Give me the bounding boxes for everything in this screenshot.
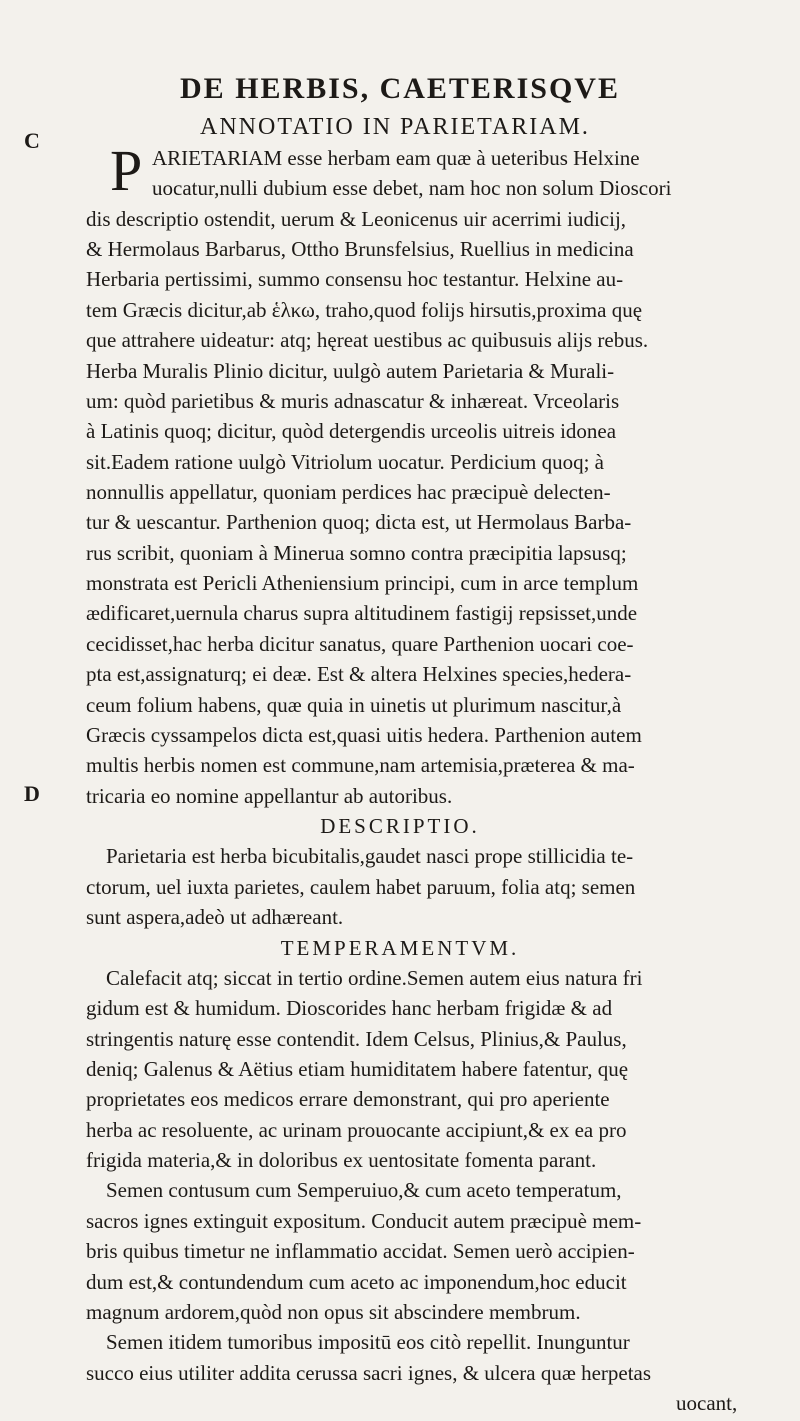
text-line: & Hermolaus Barbarus, Ottho Brunsfelsius, Ruellius in medicina <box>86 237 634 261</box>
text-line: monstrata est Pericli Atheniensium principi, cum in arce templum <box>86 571 639 595</box>
text-line: tricaria eo nomine appellantur ab autoribus. <box>86 784 453 808</box>
catchword: uocant, <box>676 1391 738 1415</box>
text-line: ceum folium habens, quæ quia in uinetis ut plurimum nascitur,à <box>86 693 622 717</box>
running-header: DE HERBIS, CAETERISQVE <box>180 72 620 105</box>
text-line: dum est,& contundendum cum aceto ac imponendum,hoc educit <box>86 1270 627 1294</box>
text-line: tur & uescantur. Parthenion quoq; dicta est, ut Hermolaus Barba- <box>86 510 632 534</box>
text-line: sit.Eadem ratione uulgò Vitriolum uocatur. Perdicium quoq; à <box>86 450 605 474</box>
margin-letter-c: C <box>24 128 40 153</box>
text-line: sunt aspera,adeò ut adhæreant. <box>86 905 344 929</box>
text-line: que attrahere uideatur: atq; hęreat uestibus ac quibusuis alijs rebus. <box>86 328 649 352</box>
text-line: proprietates eos medicos errare demonstrant, qui pro aperiente <box>86 1087 610 1111</box>
margin-letter-d: D <box>24 781 40 806</box>
text-line: Semen contusum cum Semperuiuo,& cum aceto temperatum, <box>106 1178 622 1202</box>
text-line: Herba Muralis Plinio dicitur, uulgò autem Parietaria & Murali- <box>86 359 615 383</box>
text-line: tem Græcis dicitur,ab ἑλκω, traho,quod folijs hirsutis,proxima quę <box>86 298 643 322</box>
text-line: ædificaret,uernula charus supra altitudinem fastigij repsisset,unde <box>86 601 638 625</box>
text-line: ARIETARIAM esse herbam eam quæ à ueteribus Helxine <box>152 146 640 170</box>
text-line: Semen itidem tumoribus impositū eos citò repellit. Inunguntur <box>106 1330 630 1354</box>
text-line: nonnullis appellatur, quoniam perdices hac præcipuè delecten- <box>86 480 611 504</box>
drop-cap: P <box>110 138 143 203</box>
text-line: ctorum, uel iuxta parietes, caulem habet paruum, folia atq; semen <box>86 875 636 899</box>
text-line: Græcis cyssampelos dicta est,quasi uitis hedera. Parthenion autem <box>86 723 642 747</box>
text-line: magnum ardorem,quòd non opus sit abscindere membrum. <box>86 1300 581 1324</box>
text-line: Parietaria est herba bicubitalis,gaudet nasci prope stillicidia te- <box>106 844 634 868</box>
text-line: gidum est & humidum. Dioscorides hanc herbam frigidæ & ad <box>86 996 613 1020</box>
text-line: uocatur,nulli dubium esse debet, nam hoc non solum Dioscori <box>152 176 672 200</box>
text-line: stringentis naturę esse contendit. Idem Celsus, Plinius,& Paulus, <box>86 1027 627 1051</box>
text-line: à Latinis quoq; dicitur, quòd detergendis urceolis uitreis idonea <box>86 419 617 443</box>
text-line: succo eius utiliter addita cerussa sacri ignes, & ulcera quæ herpetas <box>86 1361 652 1385</box>
section-heading-descriptio: DESCRIPTIO. <box>320 814 480 838</box>
text-line: frigida materia,& in doloribus ex uentositate fomenta parant. <box>86 1148 597 1172</box>
text-line: pta est,assignaturq; ei deæ. Est & altera Helxines species,hedera- <box>86 662 632 686</box>
text-line: multis herbis nomen est commune,nam artemisia,præterea & ma- <box>86 753 635 777</box>
text-line: sacros ignes extinguit expositum. Conducit autem præcipuè mem- <box>86 1209 642 1233</box>
section-heading-temperamentum: TEMPERAMENTVM. <box>280 936 520 960</box>
text-line: rus scribit, quoniam à Minerua somno contra præcipitia lapsusq; <box>86 541 627 565</box>
annotation-title: ANNOTATIO IN PARIETARIAM. <box>200 114 590 140</box>
text-line: Herbaria pertissimi, summo consensu hoc testantur. Helxine au- <box>86 267 624 291</box>
text-line: dis descriptio ostendit, uerum & Leonicenus uir acerrimi iudicij, <box>86 207 627 231</box>
text-line: herba ac resoluente, ac urinam prouocante accipiunt,& ex ea pro <box>86 1118 627 1142</box>
text-line: bris quibus timetur ne inflammatio accidat. Semen uerò accipien- <box>86 1239 635 1263</box>
text-line: um: quòd parietibus & muris adnascatur & inhæreat. Vrceolaris <box>86 389 620 413</box>
text-line: deniq; Galenus & Aëtius etiam humiditatem habere fatentur, quę <box>86 1057 629 1081</box>
text-line: cecidisset,hac herba dicitur sanatus, quare Parthenion uocari coe- <box>86 632 634 656</box>
text-line: Calefacit atq; siccat in tertio ordine.Semen autem eius natura fri <box>106 966 643 990</box>
